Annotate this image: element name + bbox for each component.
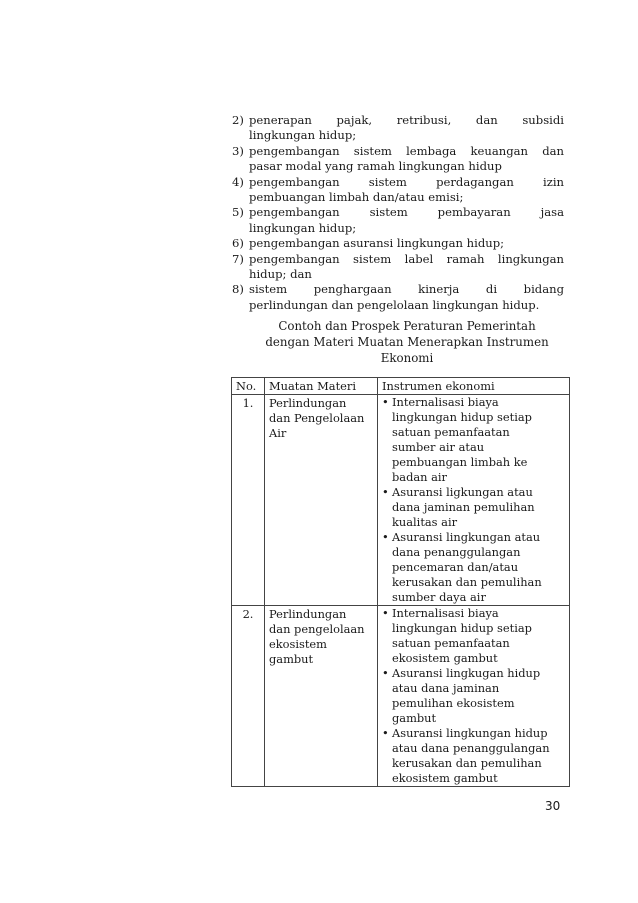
bullet-text: dana penanggulangan <box>392 545 521 559</box>
bullet-text: pembuangan limbah ke <box>392 455 528 469</box>
cell-text: gambut <box>269 652 314 666</box>
bullet-icon: • <box>382 530 389 544</box>
bullet-text: ekosistem gambut <box>392 651 498 665</box>
list-text: lingkungan hidup; <box>249 128 357 143</box>
cell-instrumen <box>378 606 570 787</box>
cell-text: ekosistem <box>269 637 327 651</box>
bullet-text: Asuransi lingkungan atau <box>392 530 541 544</box>
list-text: pengembangan asuransi lingkungan hidup; <box>249 236 505 251</box>
cell-text: dan Pengelolaan <box>269 411 365 425</box>
header-instrumen-ekonomi: Instrumen ekonomi <box>378 378 570 395</box>
caption-line: Ekonomi <box>380 351 434 365</box>
cell-no: 1. <box>232 395 265 606</box>
bullet-text: sumber air atau <box>392 440 485 454</box>
numbered-list <box>232 113 564 313</box>
bullet-text: atau dana penanggulangan <box>392 741 550 755</box>
bullet-text: kerusakan dan pemulihan <box>392 575 542 589</box>
bullet-text: lingkungan hidup setiap <box>392 410 532 424</box>
instrument-table <box>231 377 570 787</box>
table-row <box>232 606 570 787</box>
list-number: 2) <box>232 113 244 127</box>
bullet-item <box>382 395 565 485</box>
bullet-text: lingkungan hidup setiap <box>392 621 532 635</box>
list-text: pengembangan sistem lembaga keuangan dan <box>249 143 564 158</box>
bullet-icon: • <box>382 726 389 740</box>
bullet-text: badan air <box>392 470 448 484</box>
bullet-icon: • <box>382 485 389 499</box>
list-number: 3) <box>232 143 244 158</box>
cell-text: Perlindungan <box>269 396 347 410</box>
list-text: pembuangan limbah dan/atau emisi; <box>249 190 464 205</box>
table-header-row <box>232 378 570 395</box>
cell-text: Perlindungan <box>269 607 347 621</box>
bullet-item <box>382 666 565 726</box>
header-no: No. <box>232 378 265 395</box>
bullet-item <box>382 726 565 786</box>
bullet-text: Internalisasi biaya <box>392 395 499 409</box>
cell-no: 2. <box>232 606 265 787</box>
list-number: 4) <box>232 174 244 189</box>
list-text: lingkungan hidup; <box>249 220 357 235</box>
list-text: perlindungan dan pengelolaan lingkungan hidup. <box>249 297 540 312</box>
list-item <box>232 205 564 236</box>
bullet-item <box>382 485 565 530</box>
list-item <box>232 175 564 206</box>
bullet-list <box>382 395 565 605</box>
bullet-item <box>382 530 565 605</box>
bullet-text: Asuransi lingkungan hidup <box>392 726 548 740</box>
bullet-text: kerusakan dan pemulihan <box>392 756 542 770</box>
bullet-icon: • <box>382 606 389 620</box>
bullet-icon: • <box>382 395 389 409</box>
bullet-text: atau dana jaminan <box>392 681 500 695</box>
table-row <box>232 395 570 606</box>
list-item <box>232 144 564 175</box>
list-item <box>232 236 564 251</box>
bullet-text: Asuransi ligkungan atau <box>392 485 533 499</box>
list-item <box>232 252 564 283</box>
cell-text: Air <box>269 426 287 440</box>
caption-line: Contoh dan Prospek Peraturan Pemerintah <box>278 319 536 333</box>
caption-line: dengan Materi Muatan Menerapkan Instrumen <box>265 335 549 349</box>
bullet-text: ekosistem gambut <box>392 771 498 785</box>
cell-muatan-materi <box>265 606 378 787</box>
bullet-text: sumber daya air <box>392 590 486 604</box>
list-text: pasar modal yang ramah lingkungan hidup <box>249 159 502 174</box>
cell-instrumen <box>378 395 570 606</box>
list-number: 5) <box>232 205 244 220</box>
list-number: 7) <box>232 251 244 266</box>
list-number: 8) <box>232 282 244 297</box>
list-item <box>232 113 564 144</box>
bullet-text: dana jaminan pemulihan <box>392 500 535 514</box>
page-number: 30 <box>545 799 561 813</box>
list-text: pengembangan sistem pembayaran jasa <box>249 205 564 220</box>
bullet-text: pencemaran dan/atau <box>392 560 519 574</box>
list-text: sistem penghargaan kinerja di bidang <box>249 282 564 297</box>
bullet-text: satuan pemanfaatan <box>392 636 510 650</box>
header-muatan-materi: Muatan Materi <box>265 378 378 395</box>
list-item <box>232 282 564 313</box>
list-text: hidup; dan <box>249 267 312 282</box>
list-text: penerapan pajak, retribusi, dan subsidi <box>249 113 564 127</box>
cell-muatan-materi <box>265 395 378 606</box>
bullet-text: pemulihan ekosistem <box>392 696 515 710</box>
table-caption <box>250 318 564 366</box>
cell-text: dan pengelolaan <box>269 622 365 636</box>
bullet-text: Asuransi lingkugan hidup <box>392 666 541 680</box>
bullet-text: kualitas air <box>392 515 458 529</box>
bullet-text: gambut <box>392 711 437 725</box>
bullet-text: satuan pemanfaatan <box>392 425 510 439</box>
bullet-icon: • <box>382 666 389 680</box>
bullet-text: Internalisasi biaya <box>392 606 499 620</box>
bullet-item <box>382 606 565 666</box>
list-text: pengembangan sistem perdagangan izin <box>249 174 564 189</box>
bullet-list <box>382 606 565 786</box>
list-text: pengembangan sistem label ramah lingkungan <box>249 251 564 266</box>
list-number: 6) <box>232 236 244 251</box>
